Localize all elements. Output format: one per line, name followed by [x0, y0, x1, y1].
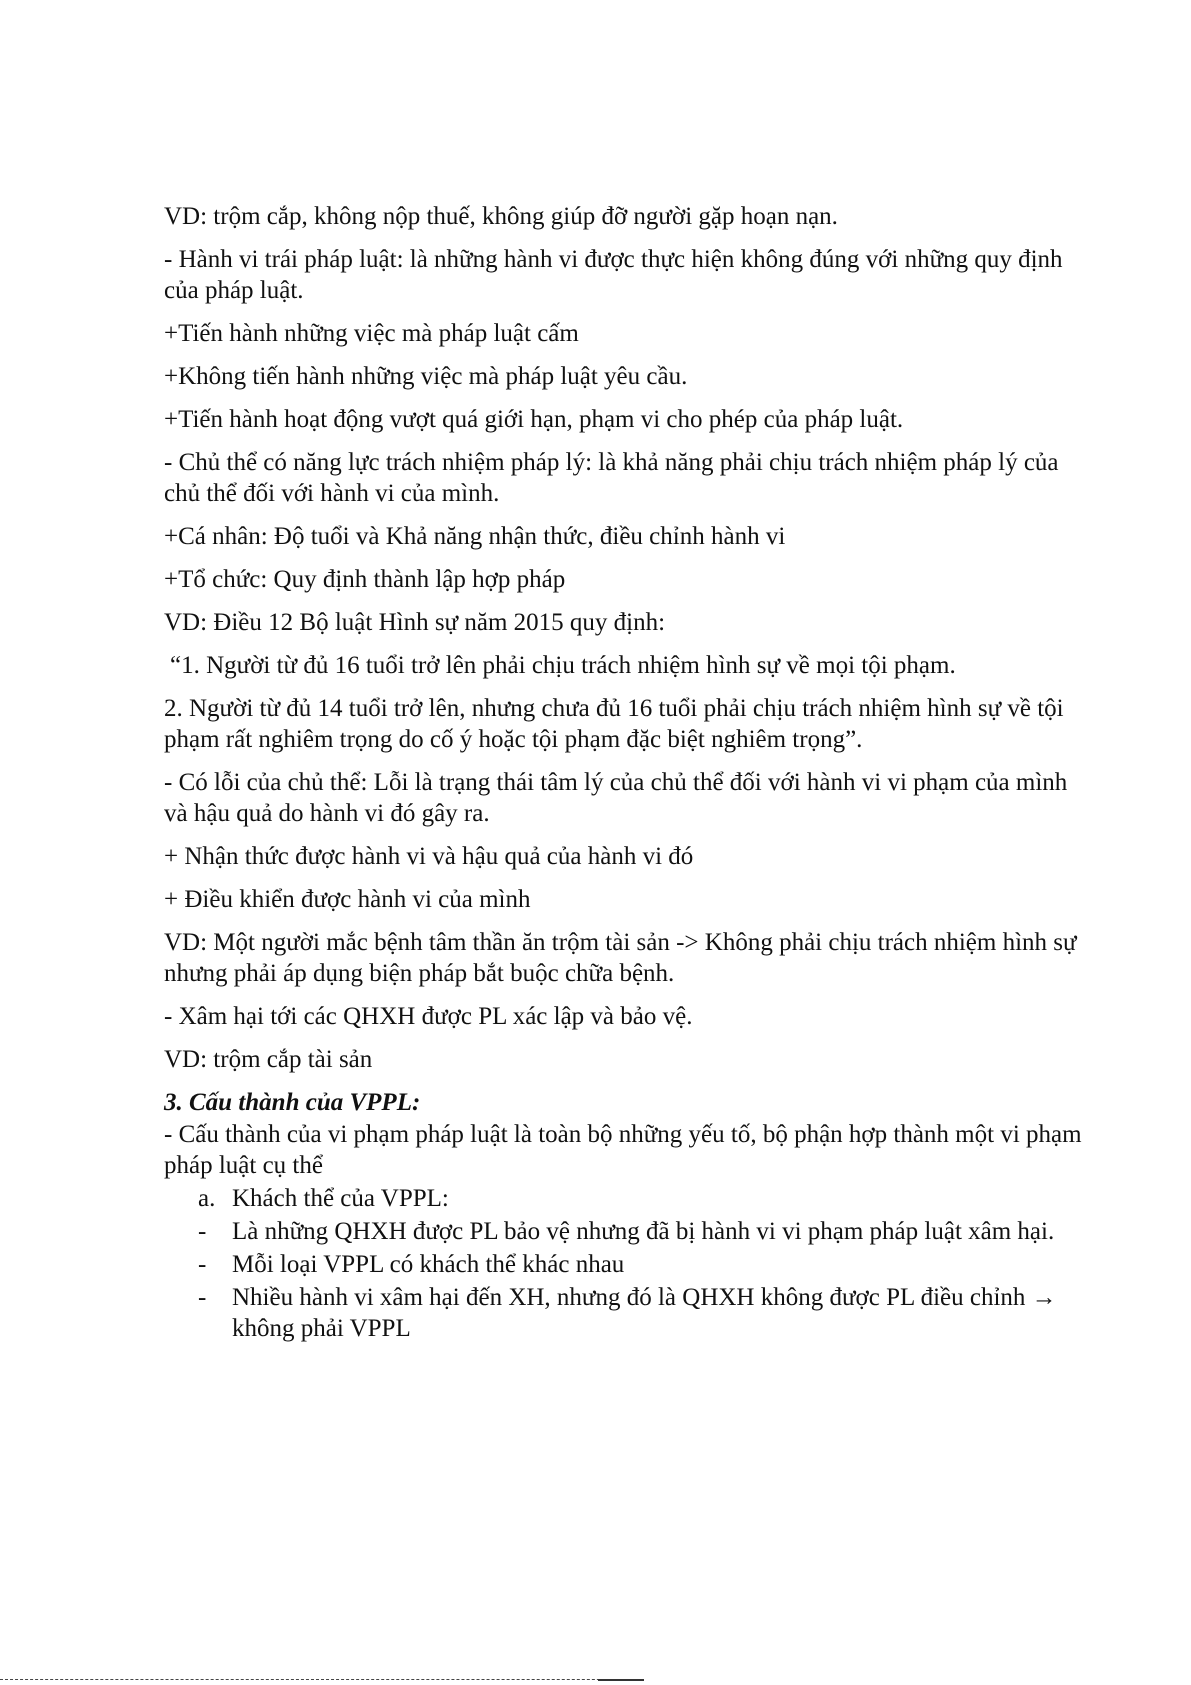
- paragraph: +Tổ chức: Quy định thành lập hợp pháp: [164, 566, 566, 593]
- paragraph: +Không tiến hành những việc mà pháp luật yêu cầu.: [164, 363, 688, 390]
- list-item-text: Mỗi loại VPPL có khách thể khác nhau: [232, 1251, 625, 1278]
- list-item-text: Nhiều hành vi xâm hại đến XH, nhưng đó là QHXH không được PL điều chỉnh → không phải VPPL: [232, 1284, 1057, 1342]
- list-item: [164, 1282, 1084, 1344]
- paragraph: VD: Một người mắc bệnh tâm thần ăn trộm tài sản -> Không phải chịu trách nhiệm hình sự nhưng phải áp dụng biện pháp bắt buộc chữa bệnh.: [164, 929, 1077, 987]
- section-intro: - Cấu thành của vi phạm pháp luật là toàn bộ những yếu tố, bộ phận hợp thành một vi phạm pháp luật cụ thể: [164, 1121, 1082, 1179]
- list-item-text: Khách thể của VPPL:: [232, 1185, 449, 1212]
- list-item: [164, 1183, 1084, 1214]
- paragraph: VD: Điều 12 Bộ luật Hình sự năm 2015 quy định:: [164, 609, 666, 636]
- paragraph: +Tiến hành hoạt động vượt quá giới hạn, phạm vi cho phép của pháp luật.: [164, 406, 904, 433]
- document-body: [164, 201, 1084, 1346]
- definition-list: [164, 1183, 1084, 1344]
- paragraph: +Cá nhân: Độ tuổi và Khả năng nhận thức, điều chỉnh hành vi: [164, 523, 786, 550]
- paragraph: - Xâm hại tới các QHXH được PL xác lập và bảo vệ.: [164, 1003, 693, 1030]
- paragraph: + Nhận thức được hành vi và hậu quả của hành vi đó: [164, 843, 694, 870]
- section-heading: 3. Cấu thành của VPPL:: [164, 1089, 421, 1116]
- paragraph: - Hành vi trái pháp luật: là những hành vi được thực hiện không đúng với những quy định của pháp luật.: [164, 246, 1063, 304]
- list-marker: a.: [198, 1185, 216, 1212]
- paragraph: +Tiến hành những việc mà pháp luật cấm: [164, 320, 579, 347]
- paragraph: - Chủ thể có năng lực trách nhiệm pháp lý: là khả năng phải chịu trách nhiệm pháp lý của chủ thể đối với hành vi của mình.: [164, 449, 1059, 507]
- list-marker: -: [198, 1284, 207, 1311]
- page-bottom-divider: [0, 1679, 640, 1680]
- paragraph: + Điều khiển được hành vi của mình: [164, 886, 531, 913]
- quote-paragraph: 2. Người từ đủ 14 tuổi trở lên, nhưng chưa đủ 16 tuổi phải chịu trách nhiệm hình sự về tội phạm rất nghiêm trọng do cố ý hoặc tội phạm đặc biệt nghiêm trọng”.: [164, 695, 1064, 753]
- list-item: [164, 1216, 1084, 1247]
- paragraph: - Có lỗi của chủ thể: Lỗi là trạng thái tâm lý của chủ thể đối với hành vi vi phạm của mình và hậu quả do hành vi đó gây ra.: [164, 769, 1068, 827]
- paragraph: VD: trộm cắp tài sản: [164, 1046, 373, 1073]
- page-bottom-mark: [598, 1679, 644, 1681]
- list-marker: -: [198, 1218, 207, 1245]
- list-item-text: Là những QHXH được PL bảo vệ nhưng đã bị hành vi vi phạm pháp luật xâm hại.: [232, 1218, 1055, 1245]
- paragraph: VD: trộm cắp, không nộp thuế, không giúp đỡ người gặp hoạn nạn.: [164, 203, 838, 230]
- list-marker: -: [198, 1251, 207, 1278]
- quote-paragraph: “1. Người từ đủ 16 tuổi trở lên phải chịu trách nhiệm hình sự về mọi tội phạm.: [170, 652, 956, 679]
- list-item: [164, 1249, 1084, 1280]
